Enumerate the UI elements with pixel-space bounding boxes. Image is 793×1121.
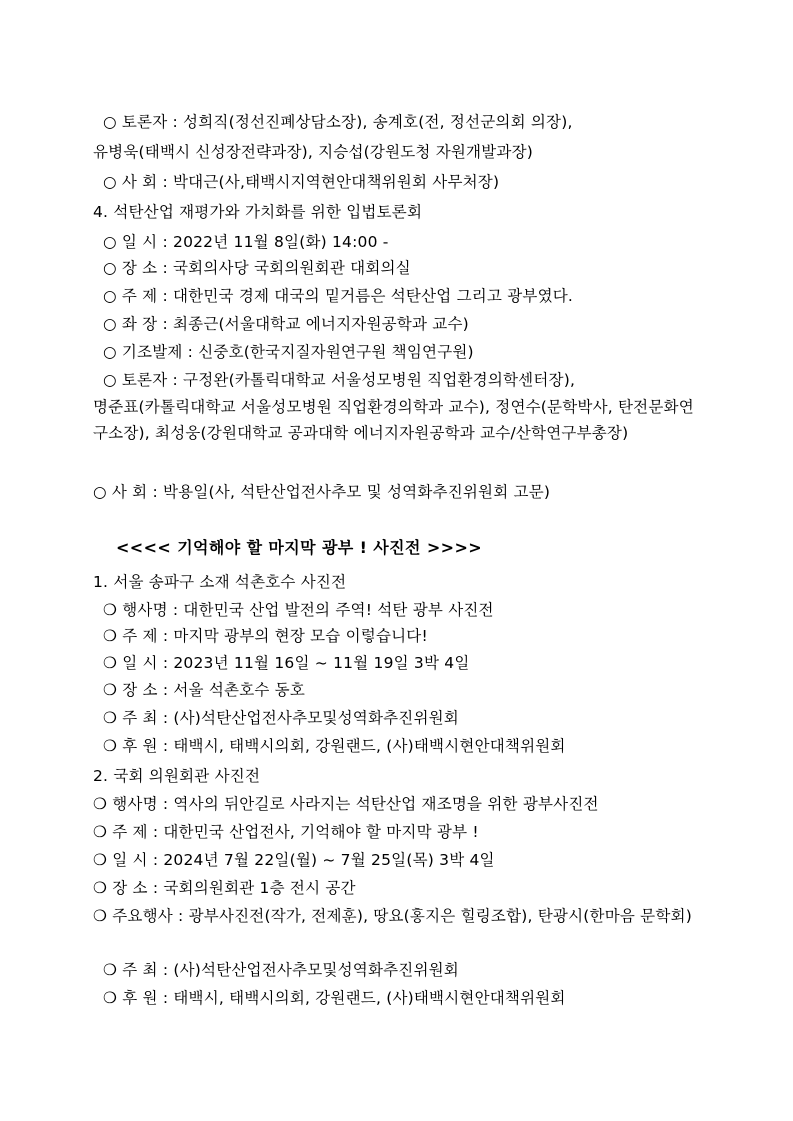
section4-moderator: ○ 사 회 : 박용일(사, 석탄산업전사추모 및 성역화추진위원회 고문) <box>93 483 551 501</box>
exhibition2-theme: ❍ 주 제 : 대한민국 산업전사, 기억해야 할 마지막 광부 ! <box>93 823 479 841</box>
exhibition1-place: ❍ 장 소 : 서울 석촌호수 동호 <box>103 681 306 699</box>
exhibition1-host: ❍ 주 최 : (사)석탄산업전사추모및성역화추진위원회 <box>103 709 459 727</box>
exhibition2-datetime: ❍ 일 시 : 2024년 7월 22일(월) ~ 7월 25일(목) 3박 4일 <box>93 851 495 869</box>
exhibition1-datetime: ❍ 일 시 : 2023년 11월 16일 ~ 11월 19일 3박 4일 <box>103 654 470 672</box>
exhibition2-main-events: ❍ 주요행사 : 광부사진전(작가, 전제훈), 땅요(홍지은 힐링조합), 탄광시(한마음 문학회) <box>93 907 692 925</box>
section4-datetime: ○ 일 시 : 2022년 11월 8일(화) 14:00 - <box>103 233 389 251</box>
exhibition1-theme: ❍ 주 제 : 마지막 광부의 현장 모습 이렇습니다! <box>103 627 428 645</box>
section4-chair: ○ 좌 장 : 최종근(서울대학교 에너지자원공학과 교수) <box>103 315 469 333</box>
section4-title: 4. 석탄산업 재평가와 가치화를 위한 입법토론회 <box>93 203 423 221</box>
exhibition-heading: <<<< 기억해야 할 마지막 광부 ! 사진전 >>>> <box>116 538 483 557</box>
exhibition1-title: 1. 서울 송파구 소재 석촌호수 사진전 <box>93 573 347 591</box>
section4-panelists-line1: ○ 토론자 : 구정완(카톨릭대학교 서울성모병원 직업환경의학센터장), <box>103 371 576 389</box>
exhibition2-host: ❍ 주 최 : (사)석탄산업전사추모및성역화추진위원회 <box>103 961 459 979</box>
section4-theme: ○ 주 제 : 대한민국 경제 대국의 밑거름은 석탄산업 그리고 광부였다. <box>103 287 574 305</box>
section4-place: ○ 장 소 : 국회의사당 국회의원회관 대회의실 <box>103 259 411 277</box>
exhibition1-event-name: ❍ 행사명 : 대한민국 산업 발전의 주역! 석탄 광부 사진전 <box>103 601 494 619</box>
section4-panelists-rest: 명준표(카톨릭대학교 서울성모병원 직업환경의학과 교수), 정연수(문학박사, 탄전문화연구소장), 최성웅(강원대학교 공과대학 에너지자원공학과 교수/산학연구부총장) <box>93 398 694 442</box>
exhibition2-title: 2. 국회 의원회관 사진전 <box>93 767 261 785</box>
exhibition2-sponsors: ❍ 후 원 : 태백시, 태백시의회, 강원랜드, (사)태백시현안대책위원회 <box>103 989 566 1007</box>
exhibition1-sponsors: ❍ 후 원 : 태백시, 태백시의회, 강원랜드, (사)태백시현안대책위원회 <box>103 737 566 755</box>
exhibition2-event-name: ❍ 행사명 : 역사의 뒤안길로 사라지는 석탄산업 재조명을 위한 광부사진전 <box>93 795 599 813</box>
section3-moderator: ○ 사 회 : 박대근(사,태백시지역현안대책위원회 사무처장) <box>103 173 500 191</box>
section3-panelists-line1: ○ 토론자 : 성희직(정선진폐상담소장), 송계호(전, 정선군의회 의장), <box>103 113 573 131</box>
exhibition2-place: ❍ 장 소 : 국회의원회관 1층 전시 공간 <box>93 879 356 897</box>
section3-panelists-line2: 유병욱(태백시 신성장전략과장), 지승섭(강원도청 자원개발과장) <box>93 143 533 161</box>
section4-keynote: ○ 기조발제 : 신중호(한국지질자원연구원 책임연구원) <box>103 343 474 361</box>
